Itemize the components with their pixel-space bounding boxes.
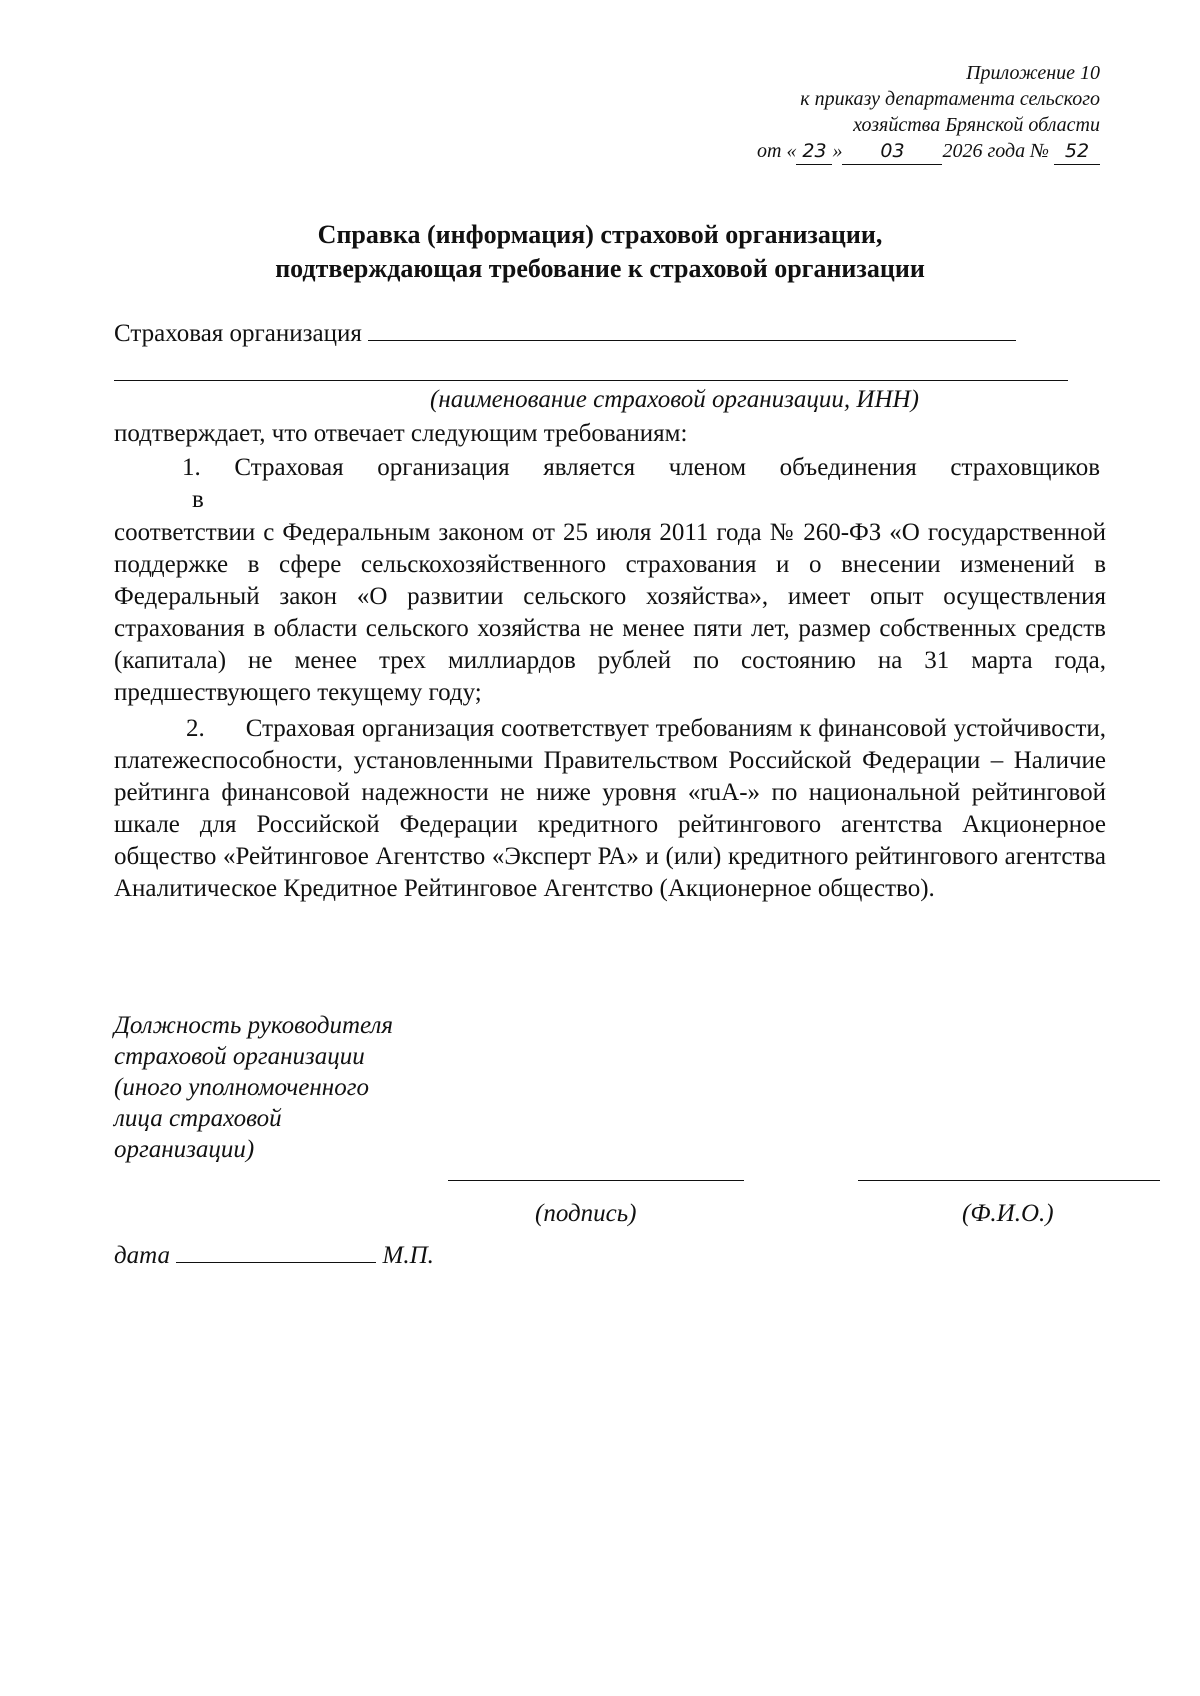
position-line-1: Должность руководителя [114,1012,394,1039]
annex-date-mid: » [832,140,843,162]
org-name-field-2[interactable] [114,380,1068,381]
annex-line-1: Приложение 10 [966,62,1100,84]
position-line-3: (иного уполномоченного [114,1074,369,1101]
annex-line-2: к приказу департамента сельского [800,88,1100,110]
item-2-text [114,713,1106,905]
annex-date-line [680,138,1100,165]
annex-header [680,60,1100,165]
position-line-4: лица страховой [114,1105,282,1132]
org-line [114,318,1100,350]
stamp-label: М.П. [382,1242,434,1269]
intro-text: подтверждает, что отвечает следующим требованиям: [114,420,688,447]
annex-day: 23 [796,138,832,165]
org-name-field[interactable] [368,320,1016,341]
document-title [100,218,1100,286]
annex-date-prefix: от « [757,140,797,162]
item-2-number: 2. [186,715,205,742]
title-line-1: Справка (информация) страховой организации, [317,220,883,249]
signature-position [114,1010,454,1165]
date-field[interactable] [176,1242,376,1263]
item-1-first-line: 1. Страховая организация является членом объединения страховщиков [182,454,1100,481]
org-caption: (наименование страховой организации, ИНН) [430,386,919,413]
org-label: Страховая организация [114,320,362,347]
position-line-2: страховой организации [114,1043,365,1070]
item-1-text: соответствии с Федеральным законом от 25 июля 2011 года № 260-ФЗ «О государственной поддержке в сфере сельскохозяйственного страхования и о внесении изменений в Федеральный закон «О развитии сельского хозяйства», имеет опыт осуществления страхования в области сельского хозяйства не менее пяти лет, размер собственных средств (капитала) не менее трех миллиардов рублей по состоянию на 31 марта года, предшествующего текущему году; [114,519,1106,706]
fio-caption: (Ф.И.О.) [962,1200,1054,1227]
signature-caption: (подпись) [535,1200,637,1227]
fio-field[interactable] [858,1180,1160,1181]
annex-line-3: хозяйства Брянской области [853,114,1100,136]
date-row [114,1242,434,1270]
date-label: дата [114,1242,171,1269]
signature-field[interactable] [448,1180,744,1181]
annex-number: 52 [1054,138,1100,165]
item-2-body: Страховая организация соответствует требованиям к финансовой устойчивости, платежеспособности, установленными Правительством Российской Федерации – Наличие рейтинга финансовой надежности не ниже уровня «ruA-» по национальной рейтинговой шкале для Российской Федерации кредитного рейтингового агентства Акционерное общество «Рейтинговое Агентство «Эксперт РА» и (или) кредитного рейтингового агентства Аналитическое Кредитное Рейтинговое Агентство (Акционерное общество). [114,715,1106,902]
position-line-5: организации) [114,1136,255,1163]
item-1-orphan: в [192,486,204,513]
annex-month: 03 [842,138,942,165]
title-line-2: подтверждающая требование к страховой организации [275,254,925,283]
annex-year: 2026 года № [942,140,1049,162]
